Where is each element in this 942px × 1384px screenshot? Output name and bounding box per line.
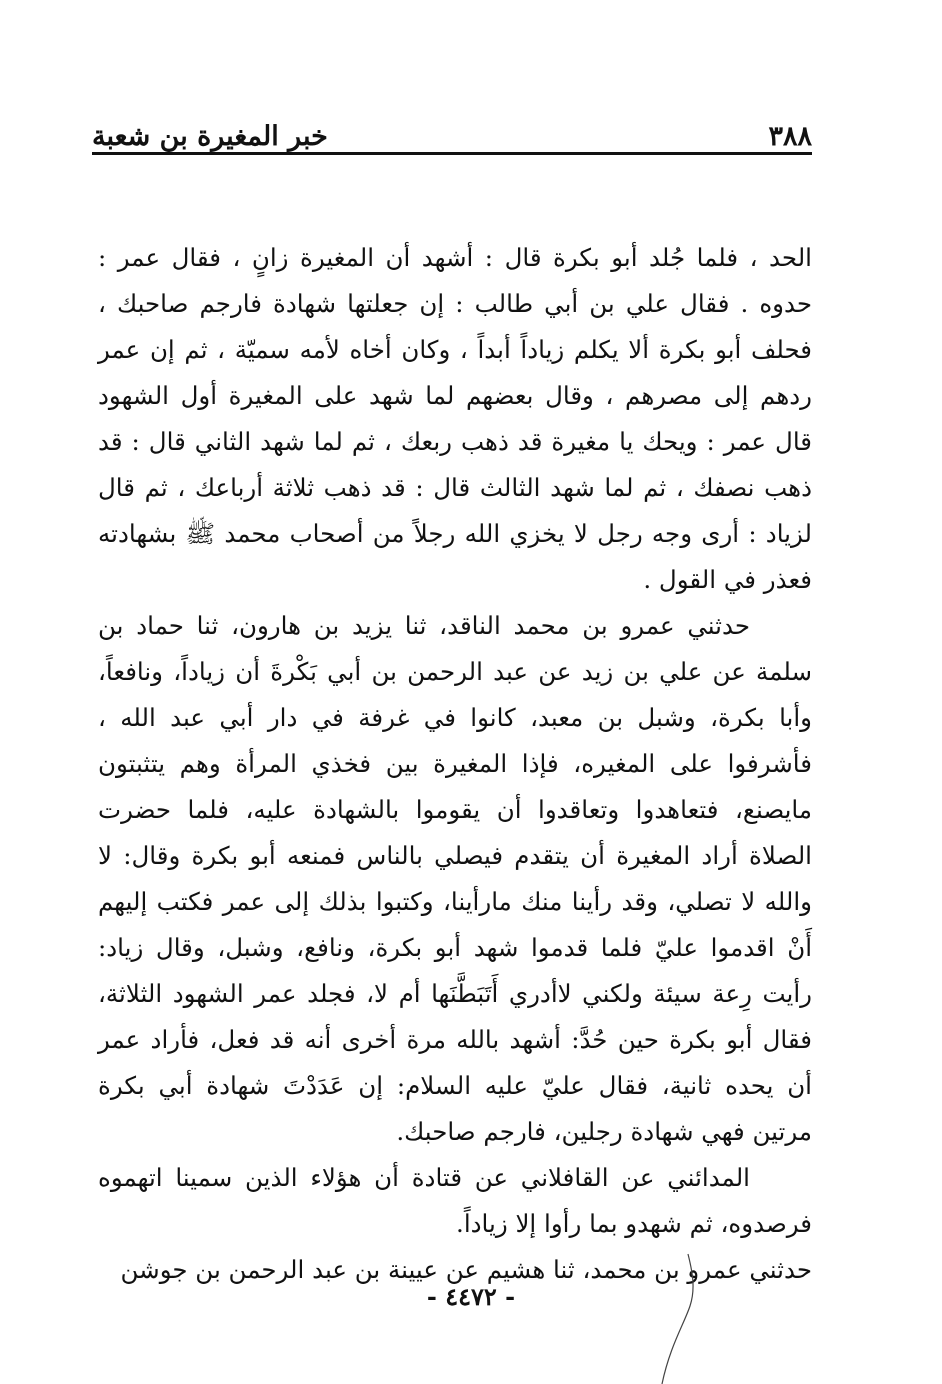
paragraph: حدثني عمرو بن محمد الناقد، ثنا يزيد بن هارون، ثنا حماد بن سلمة عن علي بن زيد عن عبد الرحمن بن أبي بَكْرةَ أن زياداً، ونافعاً، وأبا بكرة، وشبل بن معبد، كانوا في غرفة في دار أبي عبد الله ، فأشرفوا على المغيره، فإذا المغيرة بين فخذي المرأة وهم يتثبتون مايصنع، فتعاهدوا وتعاقدوا أن يقوموا بالشهادة عليه، فلما حضرت الصلاة أراد المغيرة أن يتقدم فيصلي بالناس فمنعه أبو بكرة وقال: لا والله لا تصلي، وقد رأينا منك مارأينا، وكتبوا بذلك إلى عمر فكتب إليهم أَنْ اقدموا عليّ فلما قدموا شهد أبو بكرة، ونافع، وشبل، وقال زياد: رأيت رِعة سيئة ولكني لاأدري أَتَبَطَّنَها أم لا، فجلد عمر الشهود الثلاثة، فقال أبو بكرة حين حُدَّ: أشهد بالله مرة أخرى أنه قد فعل، فأراد عمر أن يحده ثانية، فقال عليّ عليه السلام: إن عَدَدْتَ شهادة أبي بكرة مرتين فهي شهادة رجلين، فارجم صاحبك. bbox=[98, 611, 812, 1146]
page-header bbox=[92, 108, 812, 152]
paragraph: حدثني عمرو بن محمد، ثنا هشيم عن عيينة بن عبد الرحمن بن جوشن bbox=[120, 1255, 812, 1284]
paragraph: الحد ، فلما جُلد أبو بكرة قال : أشهد أن المغيرة زانٍ ، فقال عمر : حدوه . فقال علي بن أبي طالب : إن جعلتها شهادة فارجم صاحبك ، فحلف أبو بكرة ألا يكلم زياداً أبداً ، وكان أخاه لأمه سميّة ، ثم إن عمر ردهم إلى مصرهم ، وقال بعضهم لما شهد على المغيرة أول الشهود قال عمر : ويحك يا مغيرة قد ذهب ربعك ، ثم لما شهد الثاني قال : قد ذهب نصفك ، ثم لما شهد الثالث قال : قد ذهب ثلاثة أرباعك ، ثم قال لزياد : أرى وجه رجل لا يخزي الله رجلاً من أصحاب محمد ﷺ بشهادته فعذر في القول . bbox=[98, 243, 812, 594]
header-divider bbox=[92, 152, 812, 155]
paragraph: المدائني عن القافلاني عن قتادة أن هؤلاء الذين سمينا اتهموه فرصدوه، ثم شهدو بما رأوا إلا زياداً. bbox=[98, 1163, 812, 1238]
header-page-number: ٣٨٨ bbox=[768, 121, 812, 152]
footer-page-number: - ٤٤٧٢ - bbox=[426, 1282, 516, 1311]
running-title: خبر المغيرة بن شعبة bbox=[92, 121, 328, 152]
main-text bbox=[98, 235, 812, 1293]
pencil-stroke-mark bbox=[640, 1250, 720, 1384]
